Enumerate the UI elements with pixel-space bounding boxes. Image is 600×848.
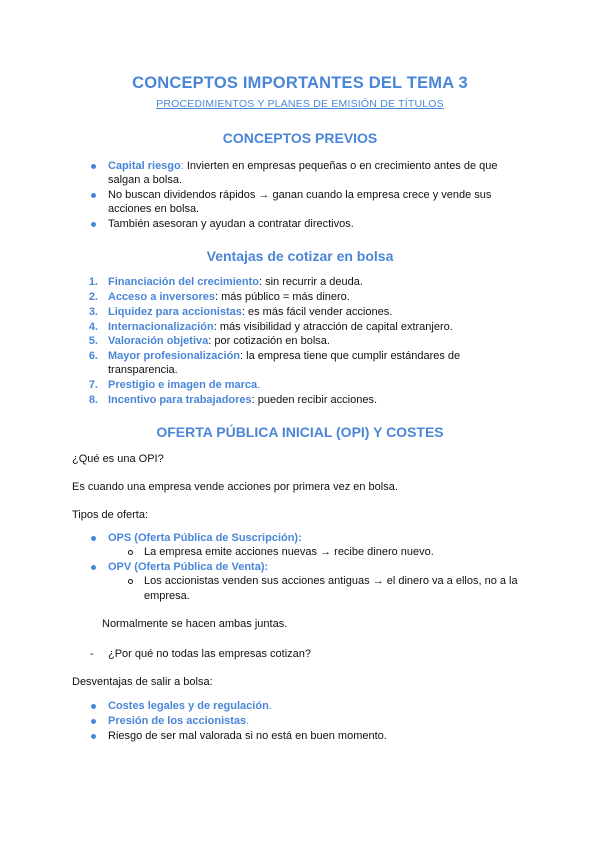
bullet-dot [91, 565, 96, 570]
item-text: . [257, 379, 261, 391]
item-text: . [246, 715, 250, 727]
term: OPV (Oferta Pública de Venta): [108, 561, 269, 573]
term: Presión de los accionistas [108, 715, 247, 727]
term: Prestigio e imagen de marca [108, 379, 258, 391]
list-number: 2. [88, 291, 98, 303]
list-number: 4. [88, 321, 98, 333]
dash-marker: - [90, 648, 94, 660]
bullet-dot [91, 704, 96, 709]
list-item [108, 560, 268, 574]
term: Costes legales y de regulación [108, 700, 269, 712]
answer-text: Es cuando una empresa vende acciones por primera vez en bolsa. [72, 481, 398, 493]
item-text: Riesgo de ser mal valorada si no está en buen momento. [108, 730, 387, 742]
item-text: : pueden recibir acciones. [251, 394, 378, 406]
list-item [108, 159, 498, 173]
list-number: 6. [88, 350, 98, 362]
term: Acceso a inversores [108, 291, 216, 303]
item-text: : sin recurrir a deuda. [259, 276, 363, 288]
bullet-dot [91, 536, 96, 541]
item-text: : por cotización en bolsa. [208, 335, 330, 347]
list-number: 1. [88, 276, 98, 288]
term: OPS (Oferta Pública de Suscripción): [108, 532, 302, 544]
item-text: : más visibilidad y atracción de capital extranjero. [213, 321, 453, 333]
separator: : [180, 160, 184, 172]
bullet-circle [128, 579, 133, 584]
term: Internacionalización [108, 321, 214, 333]
list-item: También asesoran y ayudan a contratar directivos. [108, 218, 354, 230]
item-text: : la empresa tiene que cumplir estándares de [240, 350, 461, 362]
item-text: : es más fácil vender acciones. [241, 306, 393, 318]
bullet-dot [91, 719, 96, 724]
list-item [108, 714, 249, 728]
bullet-dot [91, 193, 96, 198]
question-text: ¿Por qué no todas las empresas cotizan? [108, 648, 312, 660]
list-item [108, 320, 453, 334]
list-number: 5. [88, 335, 98, 347]
list-item [108, 349, 460, 363]
item-text: Invierten en empresas pequeñas o en crecimiento antes de que [183, 160, 498, 172]
list-number: 8. [88, 394, 98, 406]
sub-list-item: La empresa emite acciones nuevas → recibe dinero nuevo. [144, 546, 434, 558]
item-text-continuation: acciones en bolsa. [108, 203, 200, 215]
section-heading-conceptos-previos: CONCEPTOS PREVIOS [222, 130, 378, 146]
term: Mayor profesionalización [108, 350, 241, 362]
document-subtitle[interactable]: PROCEDIMIENTOS Y PLANES DE EMISIÓN DE TÍTULOS [156, 98, 444, 110]
list-item [108, 275, 363, 289]
list-item [108, 378, 260, 392]
term: Liquidez para accionistas [108, 306, 242, 318]
paragraph-text: Normalmente se hacen ambas juntas. [102, 618, 288, 630]
question-text: ¿Qué es una OPI? [72, 453, 164, 465]
list-item [108, 334, 330, 348]
list-number: 7. [88, 379, 98, 391]
list-item [108, 531, 302, 545]
list-item [108, 305, 392, 319]
item-text: : más público = más dinero. [215, 291, 350, 303]
list-number: 3. [88, 306, 98, 318]
bullet-dot [91, 164, 96, 169]
list-item [108, 393, 377, 407]
list-item [108, 290, 350, 304]
list-item [108, 699, 272, 713]
list-item: No buscan dividendos rápidos → ganan cuando la empresa crece y vende sus [108, 189, 492, 201]
term: Financiación del crecimiento [108, 276, 259, 288]
bullet-circle [128, 550, 133, 555]
bullet-dot [91, 734, 96, 739]
section-heading-ventajas: Ventajas de cotizar en bolsa [206, 248, 394, 264]
term: Incentivo para trabajadores [108, 394, 252, 406]
term: Valoración objetiva [108, 335, 209, 347]
document-title: CONCEPTOS IMPORTANTES DEL TEMA 3 [132, 74, 468, 92]
sub-list-item: Los accionistas venden sus acciones antiguas → el dinero va a ellos, no a la [144, 575, 518, 587]
item-text-continuation: transparencia. [108, 364, 178, 376]
paragraph-text: Desventajas de salir a bolsa: [72, 676, 213, 688]
item-text: . [268, 700, 272, 712]
list-item [108, 729, 387, 743]
paragraph-text: Tipos de oferta: [72, 509, 149, 521]
item-text-continuation: empresa. [144, 590, 190, 602]
section-heading-opi: OFERTA PÚBLICA INICIAL (OPI) Y COSTES [156, 424, 444, 440]
bullet-dot [91, 222, 96, 227]
term: Capital riesgo [108, 160, 181, 172]
item-text-continuation: salgan a bolsa. [108, 174, 182, 186]
